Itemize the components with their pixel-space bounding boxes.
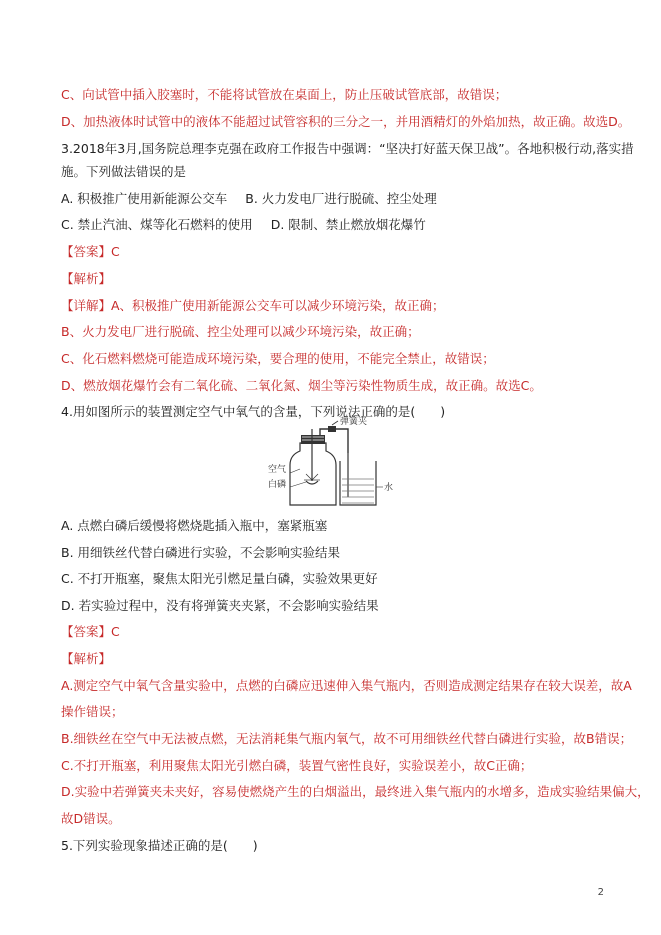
q4-explanation-b: B.细铁丝在空气中无法被点燃，无法消耗集气瓶内氧气，故不可用细铁丝代替白磷进行实验，故B错误； <box>61 731 633 746</box>
q3-detail-a: 【详解】A、积极推广使用新能源公交车可以减少环境污染，故正确； <box>61 298 445 313</box>
q4-explanation-d-line1: D.实验中若弹簧夹未夹好，容易使燃烧产生的白烟溢出，最终进入集气瓶内的水增多，造成实验结果偏大， <box>61 784 650 799</box>
q4-explanation-a-line2: 操作错误； <box>61 704 124 719</box>
label-white-phosphorus: 白磷 <box>268 480 287 490</box>
flame-lines <box>304 471 320 480</box>
beaker-shape <box>340 461 376 505</box>
q4-option-c: C. 不打开瓶塞，聚焦太阳光引燃足量白磷，实验效果更好 <box>61 571 378 586</box>
q4-apparatus-figure <box>268 417 398 510</box>
q3-options-cd <box>61 216 621 234</box>
q2-explanation-c: C、向试管中插入胶塞时，不能将试管放在桌面上，防止压破试管底部，故错误； <box>61 87 508 102</box>
q3-option-b: B. 火力发电厂进行脱硫、控尘处理 <box>245 191 437 206</box>
q4-explanation-d-line2: 故D错误。 <box>61 811 121 826</box>
q4-explanation-a-line1: A.测定空气中氧气含量实验中，点燃的白磷应迅速伸入集气瓶内，否则造成测定结果存在较大误差，故A <box>61 678 632 693</box>
label-air: 空气 <box>268 465 287 475</box>
spring-clip-shape <box>328 426 336 432</box>
q4-option-d: D. 若实验过程中，没有将弹簧夹夹紧，不会影响实验结果 <box>61 598 379 613</box>
q3-answer: 【答案】C <box>61 244 120 259</box>
q3-explanation-c: C、化石燃料燃烧可能造成环境污染，要合理的使用，不能完全禁止，故错误； <box>61 351 495 366</box>
q4-option-a: A. 点燃白磷后缓慢将燃烧匙插入瓶中，塞紧瓶塞 <box>61 518 328 533</box>
q3-options-ab <box>61 190 621 208</box>
q3-analysis-title: 【解析】 <box>61 271 112 286</box>
q3-explanation-d: D、燃放烟花爆竹会有二氧化硫、二氧化氮、烟尘等污染性物质生成，故正确。故选C。 <box>61 378 542 393</box>
label-water: 水 <box>384 483 394 493</box>
q4-stem: 4.用如图所示的装置测定空气中氧气的含量，下列说法正确的是( ) <box>61 404 446 419</box>
q3-explanation-b: B、火力发电厂进行脱硫、控尘处理可以减少环境污染，故正确； <box>61 324 420 339</box>
label-spring-clip: 弹簧夹 <box>340 417 368 427</box>
q3-option-c: C. 禁止汽油、煤等化石燃料的使用 <box>61 217 253 232</box>
page-number: 2 <box>597 887 604 898</box>
q3-option-d: D. 限制、禁止燃放烟花爆竹 <box>270 217 426 232</box>
q5-stem: 5.下列实验现象描述正确的是( ) <box>61 838 258 853</box>
water-hatch <box>342 479 374 503</box>
q4-option-b: B. 用细铁丝代替白磷进行实验，不会影响实验结果 <box>61 545 341 560</box>
q3-stem-line1: 3.2018年3月,国务院总理李克强在政府工作报告中强调：“坚决打好蓝天保卫战”。各地积极行动,落实措 <box>61 141 634 156</box>
q2-explanation-d: D、加热液体时试管中的液体不能超过试管容积的三分之一，并用酒精灯的外焰加热，故正确。故选D。 <box>61 114 631 129</box>
q3-option-a: A. 积极推广使用新能源公交车 <box>61 191 228 206</box>
q4-explanation-c: C.不打开瓶塞，利用聚焦太阳光引燃白磷，装置气密性良好，实验误差小，故C正确； <box>61 758 533 773</box>
stopper-shape <box>301 435 325 444</box>
gas-bottle-shape <box>290 443 336 505</box>
q4-analysis-title: 【解析】 <box>61 651 112 666</box>
q4-answer: 【答案】C <box>61 624 120 639</box>
spoon-shape <box>306 481 318 484</box>
q3-stem-line2: 施。下列做法错误的是 <box>61 164 187 179</box>
